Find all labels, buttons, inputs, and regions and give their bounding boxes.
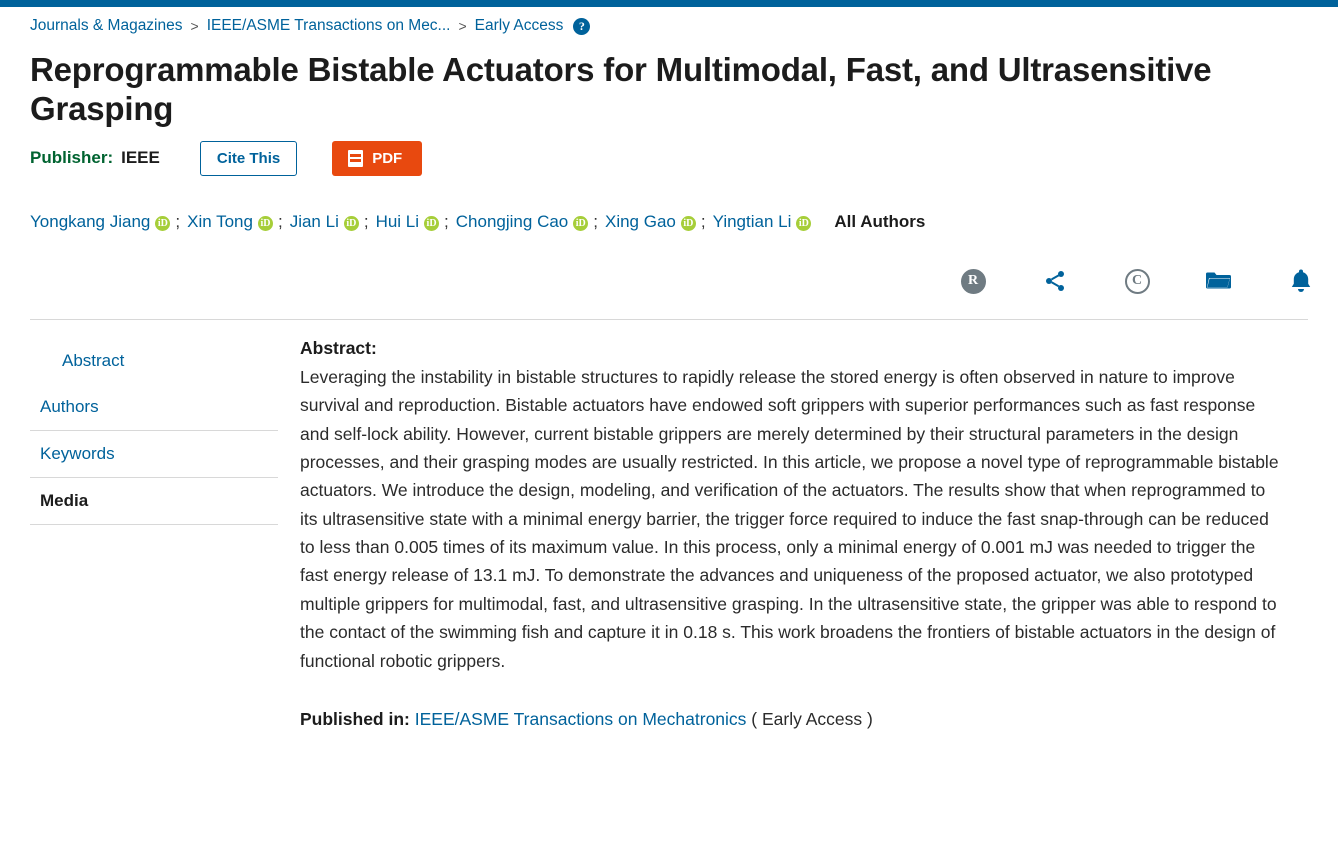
cite-this-button[interactable]: Cite This: [200, 141, 297, 176]
author-separator-4: ;: [444, 211, 449, 231]
published-in-label: Published in:: [300, 708, 410, 729]
publisher-name: IEEE: [121, 148, 160, 168]
author-link-7[interactable]: Yingtian Li: [712, 211, 792, 231]
copyright-glyph: C: [1125, 269, 1150, 294]
author-separator-5: ;: [593, 211, 598, 231]
orcid-icon-3[interactable]: iD: [344, 216, 359, 231]
breadcrumb: [0, 7, 1338, 35]
sidebar-item-keywords[interactable]: Keywords: [30, 431, 278, 478]
top-accent-bar: [0, 0, 1338, 7]
section-nav: [30, 320, 278, 730]
author-separator-6: ;: [700, 211, 706, 231]
copyright-icon[interactable]: [1122, 266, 1152, 296]
page-title: Reprogrammable Bistable Actuators for Multimodal, Fast, and Ultrasensitive Grasping: [30, 51, 1212, 127]
author-separator-2: ;: [277, 211, 283, 231]
all-authors-button[interactable]: All Authors: [834, 211, 926, 231]
article-tools: [30, 261, 1316, 301]
author-link-4[interactable]: Hui Li: [375, 211, 420, 231]
abstract-section: [278, 320, 1308, 730]
published-in-journal-link[interactable]: IEEE/ASME Transactions on Mechatronics: [414, 708, 747, 729]
publisher-row: [30, 141, 1308, 176]
author-link-1[interactable]: Yongkang Jiang: [30, 211, 151, 231]
pdf-button[interactable]: [332, 141, 422, 176]
published-in-row: [300, 709, 1280, 730]
author-separator-1: ;: [175, 211, 181, 231]
author-link-5[interactable]: Chongjing Cao: [455, 211, 569, 231]
author-link-2[interactable]: Xin Tong: [187, 211, 253, 231]
author-separator-3: ;: [363, 211, 369, 231]
pdf-button-label: PDF: [372, 149, 403, 167]
orcid-icon-6[interactable]: iD: [681, 216, 696, 231]
orcid-icon-7[interactable]: iD: [796, 216, 811, 231]
share-icon[interactable]: [1040, 266, 1070, 296]
orcid-icon-2[interactable]: iD: [258, 216, 273, 231]
help-icon[interactable]: ?: [573, 18, 590, 35]
sidebar-item-authors[interactable]: Authors: [30, 384, 278, 431]
author-link-6[interactable]: Xing Gao: [604, 211, 676, 231]
breadcrumb-separator-1: >: [190, 18, 199, 34]
researchgate-icon[interactable]: [958, 266, 988, 296]
folder-icon[interactable]: [1204, 266, 1234, 296]
alerts-bell-icon[interactable]: [1286, 266, 1316, 296]
breadcrumb-item-transactions[interactable]: IEEE/ASME Transactions on Mec...: [206, 17, 451, 34]
breadcrumb-item-early-access[interactable]: Early Access: [474, 17, 564, 34]
orcid-icon-4[interactable]: iD: [424, 216, 439, 231]
breadcrumb-separator-2: >: [458, 18, 467, 34]
sidebar-item-media[interactable]: Media: [30, 478, 278, 525]
orcid-icon-5[interactable]: iD: [573, 216, 588, 231]
abstract-text: Leveraging the instability in bistable structures to rapidly release the stored energy is often observed in nature to improve survival and reproduction. Bistable actuators have endowed soft grippers with superior performances such as fast response and self-lock ability. However, current bistable grippers are merely determined by their structural parameters in the design processes, and their grasping modes are usually restricted. In this article, we propose a novel type of reprogrammable bistable actuators. We introduce the design, modeling, and verification of the actuators. The results show that when reprogrammed to its ultrasensitive state with a minimal energy barrier, the trigger force required to induce the fast snap-through can be reduced to less than 0.005 times of its maximum value. In this process, only a minimal energy of 0.001 mJ was needed to trigger the fast energy release of 13.1 mJ. To demonstrate the advances and uniqueness of the proposed actuator, we also prototyped multiple grippers for multimodal, fast, and ultrasensitive grasping. In the ultrasensitive state, the gripper was able to respond to the contact of the swimming fish and capture it in 0.18 s. This work broadens the frontiers of bistable actuators in the design of functional robotic grippers.: [300, 367, 1279, 671]
article-body: [30, 320, 1308, 730]
researchgate-glyph: R: [961, 269, 986, 294]
authors-list: [30, 208, 1308, 235]
orcid-icon-1[interactable]: iD: [155, 216, 170, 231]
pdf-file-icon: [348, 150, 363, 167]
published-in-status: ( Early Access ): [751, 708, 873, 729]
breadcrumb-item-journals[interactable]: Journals & Magazines: [30, 17, 183, 34]
abstract-label: Abstract:: [300, 338, 377, 359]
author-link-3[interactable]: Jian Li: [289, 211, 339, 231]
publisher-label: Publisher:: [30, 148, 114, 168]
sidebar-item-abstract[interactable]: Abstract: [62, 351, 125, 371]
